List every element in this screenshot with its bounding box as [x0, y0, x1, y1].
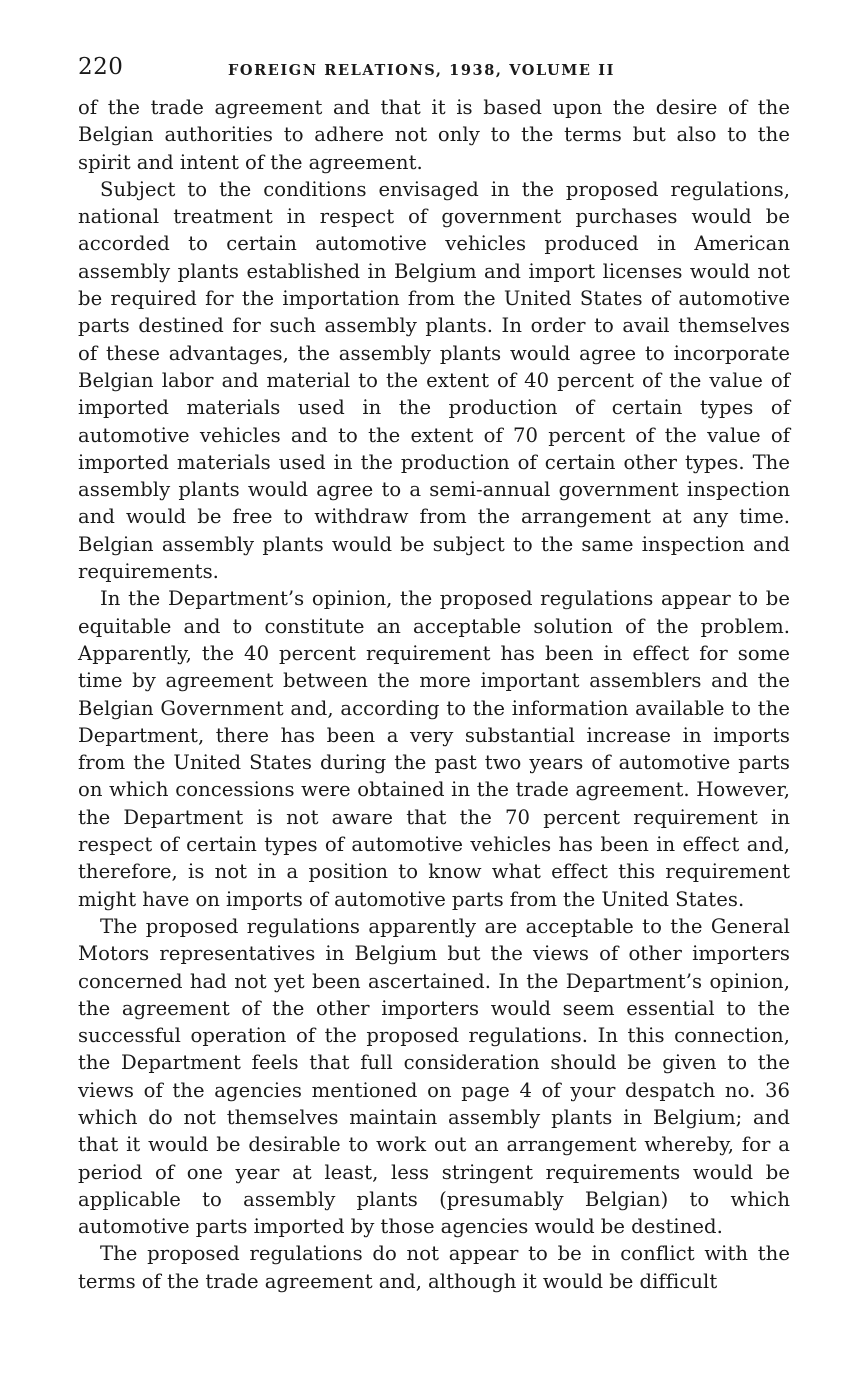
running-header: [78, 54, 790, 94]
paragraph-continuation: of the trade agreement and that it is based upon the desire of the Belgian authorities to adhere not only to the terms but also to the spirit and intent of the agreement.: [78, 96, 790, 174]
body-text: [78, 94, 790, 1295]
running-header-title: FOREIGN RELATIONS, 1938, VOLUME II: [228, 62, 616, 79]
paragraph-trade-agreement-conflict: The proposed regulations do not appear to be in conflict with the terms of the trade agreement and, although it would be difficult: [78, 1242, 790, 1293]
paragraph-importers-views: The proposed regulations apparently are acceptable to the General Motors representatives in Belgium but the views of other importers concerned had not yet been ascertained. In the Department’s opinion, the agreement of the other importers would seem essential to the successful operation of the proposed regulations. In this connection, the Department feels that full consideration should be given to the views of the agencies mentioned on page 4 of your despatch no. 36 which do not themselves maintain assembly plants in Belgium; and that it would be desirable to work out an arrangement whereby, for a period of one year at least, less stringent requirements would be applicable to assembly plants (presumably Belgian) to which automotive parts imported by those agencies would be destined.: [78, 914, 790, 1239]
paragraph-department-opinion: In the Department’s opinion, the proposed regulations appear to be equitable and to constitute an acceptable solution of the problem. Apparently, the 40 percent requirement has been in effect for some time by agreement between the more important assemblers and the Belgian Government and, according to the information available to the Department, there has been a very substantial increase in imports from the United States during the past two years of automotive parts on which concessions were obtained in the trade agreement. However, the Department is not aware that the 70 percent requirement in respect of certain types of automotive vehicles has been in effect and, therefore, is not in a position to know what effect this requirement might have on imports of automotive parts from the United States.: [78, 587, 790, 911]
document-page: [78, 54, 790, 1295]
paragraph-conditions: Subject to the conditions envisaged in the proposed regulations, national treatment in respect of government purchases would be accorded to certain automotive vehicles produced in American assembly plants established in Belgium and import licenses would not be required for the importation from the United States of automotive parts destined for such assembly plants. In order to avail themselves of these advantages, the assembly plants would agree to incorporate Belgian labor and material to the extent of 40 percent of the value of imported materials used in the production of certain types of automotive vehicles and to the extent of 70 percent of the value of imported materials used in the production of certain other types. The assembly plants would agree to a semi-annual government inspection and would be free to withdraw from the arrangement at any time. Belgian assembly plants would be subject to the same inspection and requirements.: [78, 177, 790, 584]
page-number: 220: [78, 54, 124, 80]
